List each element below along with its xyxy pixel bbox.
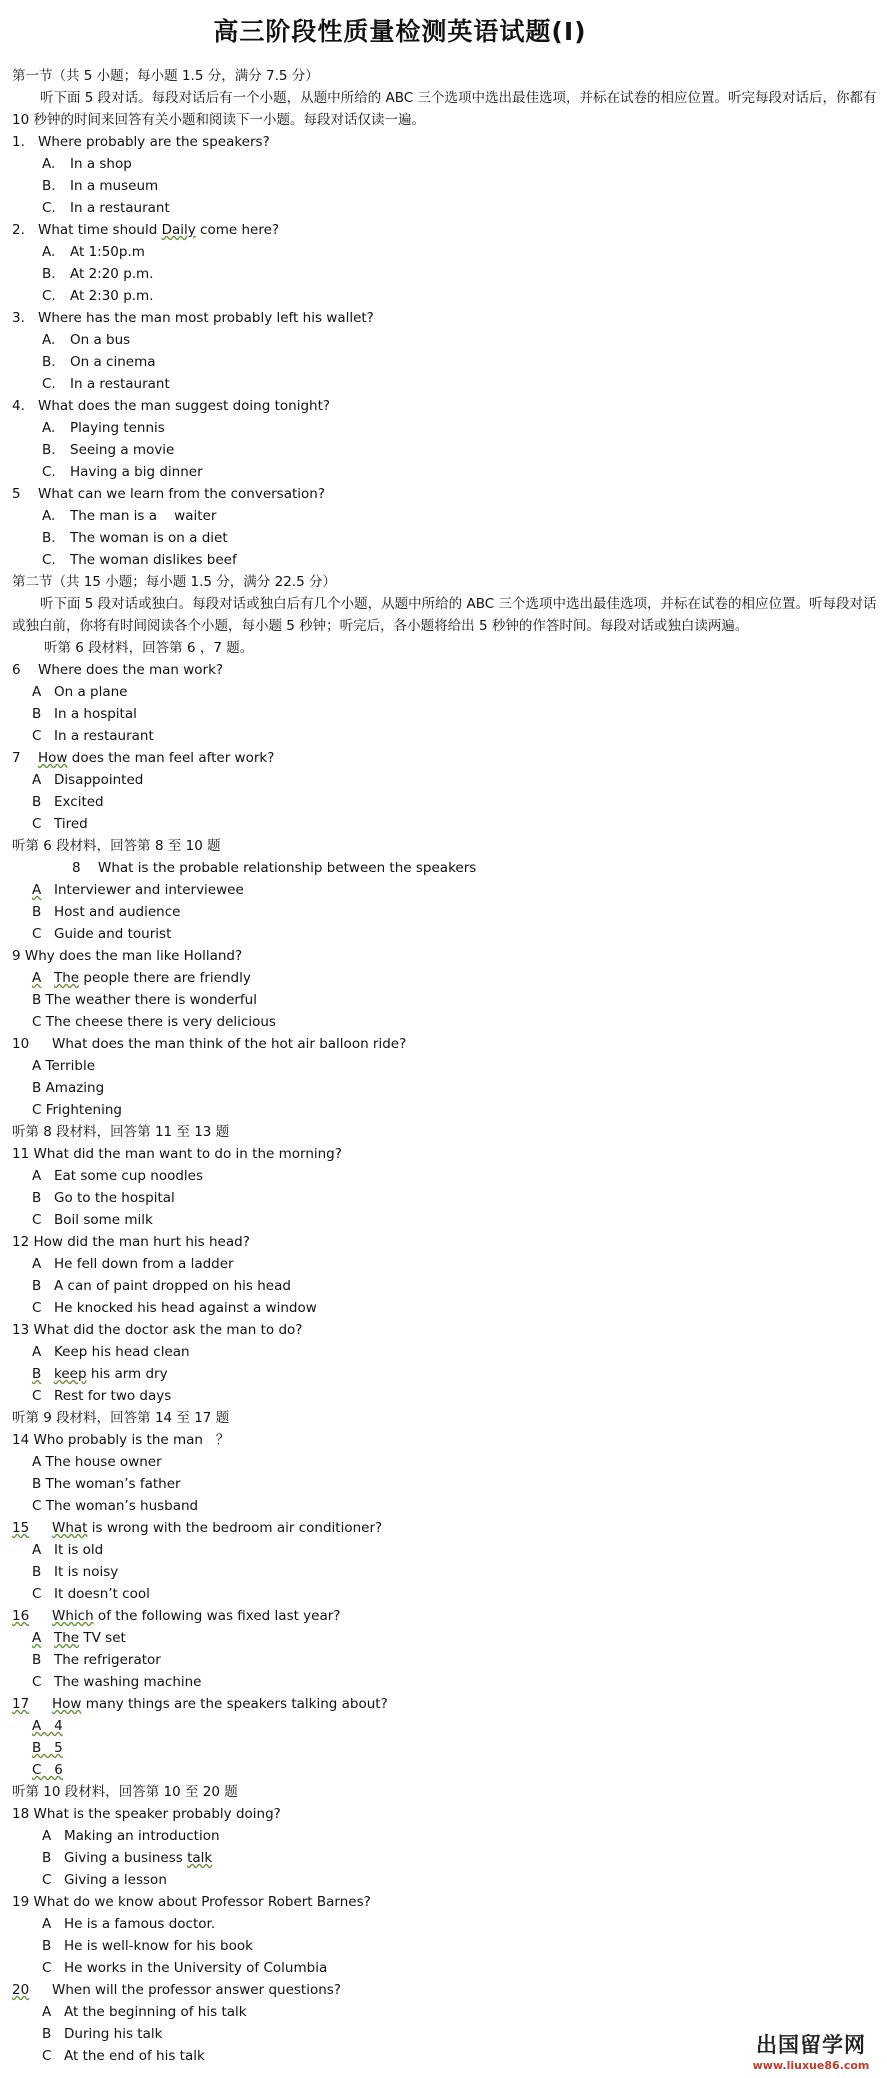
option-letter: C. [42,464,56,480]
option-text: He knocked his head against a window [54,1300,317,1316]
question-number: 2. [12,222,25,238]
option-letter: A [32,772,42,788]
option-text: He fell down from a ladder [54,1256,234,1272]
option: B 5 [32,1740,63,1756]
option: C The cheese there is very delicious [32,1014,276,1030]
option [0,1275,887,1297]
option [0,263,887,285]
option [0,1869,887,1891]
option-text: The woman dislikes beef [70,552,237,568]
question-11: 11 What did the man want to do in the morning? [12,1146,342,1162]
material-6-heading: 听第 6 段材料，回答第 6 ，7 题。 [44,640,254,656]
option [0,813,887,835]
option-text: It doesn’t cool [54,1586,150,1602]
spellcheck-word: The [54,970,80,986]
question-number: 10 [12,1036,30,1052]
question-text: Where does the man work? [38,662,224,678]
option-text: In a restaurant [70,376,170,392]
option [0,1627,887,1649]
question-10 [0,1033,887,1055]
option-letter: B [32,1564,42,1580]
option: C 6 [32,1762,63,1778]
option: C The woman’s husband [32,1498,199,1514]
question-7 [0,747,887,769]
option-letter: B [32,706,42,722]
option-text: The woman is on a diet [70,530,228,546]
option-text: Giving a business [64,1850,188,1866]
option [0,549,887,571]
option-text: Excited [54,794,104,810]
question-12: 12 How did the man hurt his head? [12,1234,250,1250]
option-letter: B [42,1850,52,1866]
question-17 [0,1693,887,1715]
option-letter: B [32,1190,42,1206]
option-text: On a cinema [70,354,156,370]
option [0,351,887,373]
question-text: Where probably are the speakers? [38,134,270,150]
option-letter: C [32,1674,42,1690]
option-letter: B. [42,354,56,370]
question-text: Where has the man most probably left his wallet? [38,310,374,326]
option-letter: C. [42,200,56,216]
document-content [0,65,887,2067]
question-2 [0,219,887,241]
question-8 [0,857,887,879]
option-text: At 2:20 p.m. [70,266,154,282]
option-letter: A [32,684,42,700]
option-text: Playing tennis [70,420,165,436]
watermark-url: www.liuxue86.com [752,2059,870,2072]
option-text: A can of paint dropped on his head [54,1278,291,1294]
option-text: The washing machine [54,1674,202,1690]
option-text: At the end of his talk [64,2048,205,2064]
option-letter: A [42,1828,52,1844]
option: C Frightening [32,1102,122,1118]
option-letter: C [32,926,42,942]
option [0,197,887,219]
option [0,1363,887,1385]
option-text: Boil some milk [54,1212,153,1228]
option-letter: A. [42,244,56,260]
option [0,703,887,725]
spellcheck-word: Which [52,1608,94,1624]
option-letter: C [32,728,42,744]
option-letter: B. [42,442,56,458]
option [0,1253,887,1275]
option-text: Host and audience [54,904,181,920]
question-text: many things are the speakers talking about? [81,1696,388,1712]
question-text: is wrong with the bedroom air conditioner? [87,1520,383,1536]
question-text: When will the professor answer questions? [52,1982,341,1998]
option [0,1913,887,1935]
spellcheck-word: Daily [161,222,196,238]
question-16 [0,1605,887,1627]
option-text: Giving a lesson [64,1872,167,1888]
question-13: 13 What did the doctor ask the man to do? [12,1322,303,1338]
option-text: TV set [79,1630,126,1646]
option: B The weather there is wonderful [32,992,257,1008]
option-letter: A [32,1168,42,1184]
option-letter: C [32,816,42,832]
question-number: 6 [12,662,21,678]
question-text: What time should [38,222,162,238]
option: A 4 [32,1718,63,1734]
question-text: come here? [195,222,280,238]
option: A The house owner [32,1454,162,1470]
option [0,373,887,395]
option-letter: A [32,1256,42,1272]
section2-instructions: 听下面 5 段对话或独白。每段对话或独白后有几个小题，从题中所给的 ABC 三个选项中选出最佳选项，并标在试卷的相应位置。听每段对话或独白前，你将有时间阅读各个小题，每小题 5 秒钟；听完后，各小题将给出 5 秒钟的作答时间。每段对话或独白读两遍。 [12,596,877,634]
option [0,1385,887,1407]
option-letter: C. [42,288,56,304]
option-text: He works in the University of Columbia [64,1960,328,1976]
question-number: 1. [12,134,25,150]
option-letter: C [42,1960,52,1976]
option [0,1825,887,1847]
question-20 [0,1979,887,2001]
page-title: 高三阶段性质量检测英语试题(Ⅰ) [213,17,587,46]
option [0,725,887,747]
option-text: Keep his head clean [54,1344,190,1360]
option-letter: B [32,1652,42,1668]
option-letter: B. [42,266,56,282]
option [0,1649,887,1671]
option [0,175,887,197]
option-letter: A [32,882,42,898]
question-4 [0,395,887,417]
question-9: 9 Why does the man like Holland? [12,948,243,964]
option-text: In a restaurant [54,728,154,744]
option-text: Seeing a movie [70,442,175,458]
option-letter: C [42,2048,52,2064]
site-watermark-logo [741,2029,881,2072]
option-letter: A [42,1916,52,1932]
option-text: At the beginning of his talk [64,2004,247,2020]
question-text: What is the probable relationship between the speakers [98,860,477,876]
option [0,505,887,527]
material-8-heading: 听第 8 段材料，回答第 11 至 13 题 [12,1124,230,1140]
question-14: 14 Who probably is the man ？ [12,1432,230,1448]
question-number: 3. [12,310,25,326]
option-letter: B [32,794,42,810]
question-number: 15 [12,1520,30,1536]
option-text: The man is a waiter [70,508,217,524]
option [0,153,887,175]
spellcheck-word: How [52,1696,82,1712]
spellcheck-word: How [38,750,68,766]
option-text: Guide and tourist [54,926,172,942]
watermark-site-name: 出国留学网 [756,2033,866,2057]
option-text: At 2:30 p.m. [70,288,154,304]
question-5 [0,483,887,505]
option-text: people there are friendly [79,970,251,986]
question-text: What can we learn from the conversation? [38,486,326,502]
option: B Amazing [32,1080,105,1096]
option [0,769,887,791]
option [0,1935,887,1957]
option [0,527,887,549]
option [0,901,887,923]
option [0,879,887,901]
option [0,1297,887,1319]
question-19: 19 What do we know about Professor Robert Barnes? [12,1894,371,1910]
spellcheck-word: talk [187,1850,213,1866]
question-6 [0,659,887,681]
material-9-heading: 听第 9 段材料，回答第 14 至 17 题 [12,1410,230,1426]
spellcheck-word: The [54,1630,80,1646]
section1-instructions: 听下面 5 段对话。每段对话后有一个小题，从题中所给的 ABC 三个选项中选出最佳选项，并标在试卷的相应位置。听完每段对话后，你都有 10 秒钟的时间来回答有关小题和阅读下一小题。每段对话仅读一遍。 [12,90,877,128]
option-text: At 1:50p.m [70,244,145,260]
option-letter: C [32,1300,42,1316]
option-text: The refrigerator [54,1652,161,1668]
option-letter: A [42,2004,52,2020]
option [0,241,887,263]
option [0,923,887,945]
question-15 [0,1517,887,1539]
option-text: On a bus [70,332,131,348]
option-text: his arm dry [86,1366,168,1382]
option [0,1209,887,1231]
question-number: 8 [72,860,81,876]
option-text: Tired [54,816,88,832]
option-letter: A [32,1344,42,1360]
option-letter: C [32,1212,42,1228]
option-text: On a plane [54,684,128,700]
section1-heading: 第一节（共 5 小题；每小题 1.5 分，满分 7.5 分） [12,68,319,84]
question-text: of the following was fixed last year? [93,1608,341,1624]
question-number: 4. [12,398,25,414]
option-letter: B [32,1278,42,1294]
option-letter: A. [42,332,56,348]
material-7-heading: 听第 6 段材料，回答第 8 至 10 题 [12,838,221,854]
option-text: Rest for two days [54,1388,172,1404]
option-letter: B. [42,178,56,194]
option [0,461,887,483]
option [0,1165,887,1187]
option-text: He is a famous doctor. [64,1916,216,1932]
option-letter: A [32,1542,42,1558]
option [0,329,887,351]
option: A Terrible [32,1058,96,1074]
option [0,1671,887,1693]
option-text: Interviewer and interviewee [54,882,244,898]
question-18: 18 What is the speaker probably doing? [12,1806,281,1822]
option-letter: C. [42,552,56,568]
option [0,1187,887,1209]
option-text: Making an introduction [64,1828,220,1844]
option [0,1539,887,1561]
option [0,439,887,461]
spellcheck-word: keep [54,1366,87,1382]
option-letter: B [42,1938,52,1954]
option [0,1847,887,1869]
option-letter: C [32,1388,42,1404]
option-letter: C. [42,376,56,392]
question-1 [0,131,887,153]
option: B The woman’s father [32,1476,181,1492]
option-text: Disappointed [54,772,144,788]
option [0,791,887,813]
option [0,2001,887,2023]
option [0,681,887,703]
option [0,1957,887,1979]
option-text: In a shop [70,156,132,172]
option-text: In a museum [70,178,159,194]
option-letter: B [32,1366,42,1382]
question-text: What does the man suggest doing tonight? [38,398,331,414]
question-number: 7 [12,750,21,766]
option-text: It is noisy [54,1564,119,1580]
option-letter: A [32,970,42,986]
option [0,1561,887,1583]
option [0,1583,887,1605]
option [0,1341,887,1363]
question-number: 17 [12,1696,30,1712]
question-number: 20 [12,1982,30,1998]
option-text: Go to the hospital [54,1190,175,1206]
option-text: It is old [54,1542,104,1558]
option-letter: B [32,904,42,920]
question-text: What does the man think of the hot air balloon ride? [52,1036,407,1052]
spellcheck-word: What [52,1520,88,1536]
option-text: In a hospital [54,706,137,722]
option-text: Eat some cup noodles [54,1168,204,1184]
question-number: 16 [12,1608,30,1624]
section2-heading: 第二节（共 15 小题；每小题 1.5 分，满分 22.5 分） [12,574,336,590]
question-number: 5 [12,486,21,502]
option-letter: B [42,2026,52,2042]
question-text: does the man feel after work? [67,750,275,766]
option [0,967,887,989]
option-text: During his talk [64,2026,163,2042]
option-letter: C [32,1586,42,1602]
option-letter: B. [42,530,56,546]
option-text: In a restaurant [70,200,170,216]
option-letter: A. [42,156,56,172]
option [0,285,887,307]
option-letter: A [32,1630,42,1646]
question-3 [0,307,887,329]
option-text: He is well-know for his book [64,1938,253,1954]
option [0,417,887,439]
option-letter: A. [42,420,56,436]
material-10-heading: 听第 10 段材料，回答第 10 至 20 题 [12,1784,238,1800]
option-letter: C [42,1872,52,1888]
option-letter: A. [42,508,56,524]
option-text: Having a big dinner [70,464,203,480]
